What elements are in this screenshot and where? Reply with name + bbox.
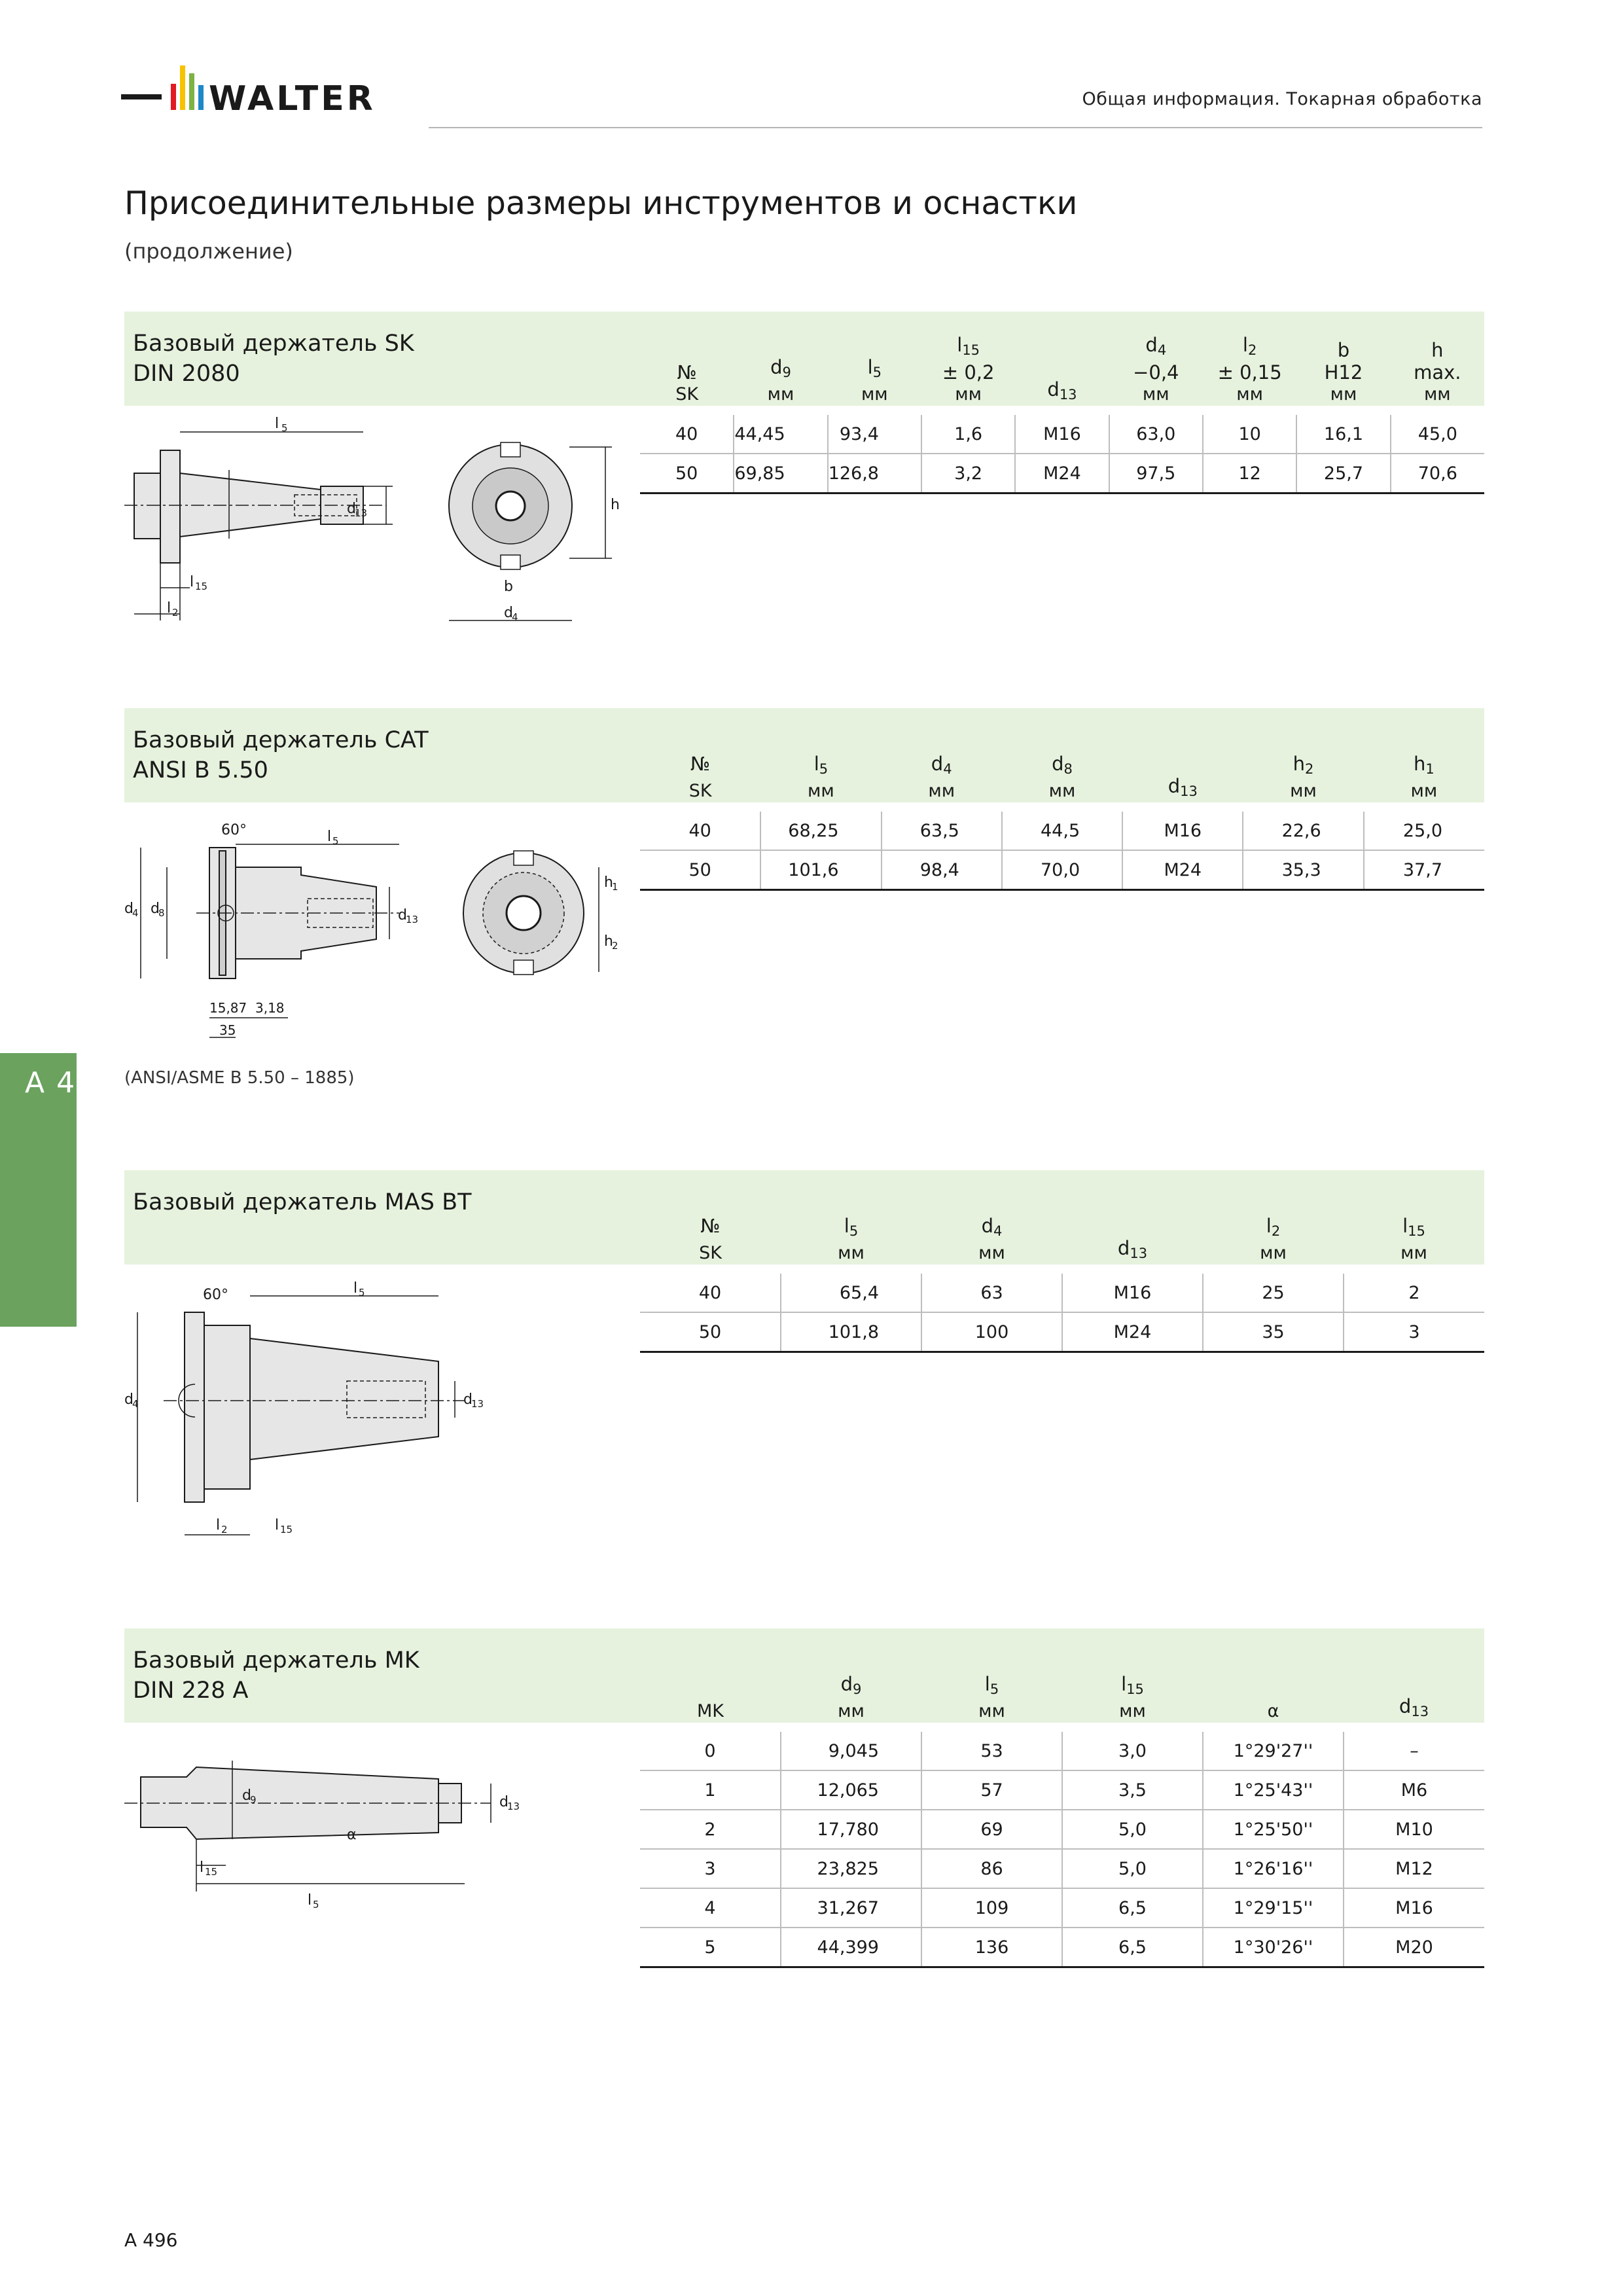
- logo-text: WALTER: [209, 79, 376, 118]
- table-cell: 86: [921, 1849, 1062, 1888]
- table-cell: 109: [921, 1888, 1062, 1928]
- section-mas-title: Базовый держатель MAS BT: [133, 1189, 472, 1215]
- col-header: $h_2$ мм: [1290, 753, 1317, 801]
- sk-front-view: [449, 442, 620, 623]
- table-cell: 35,3: [1243, 850, 1363, 890]
- svg-text:l: l: [308, 1892, 312, 1909]
- table-cell: 69,85: [734, 454, 827, 493]
- table-cell: 40: [640, 1274, 781, 1312]
- table-cell: 6,5: [1062, 1928, 1203, 1967]
- table-cell: 40: [640, 812, 760, 850]
- col-header: $d_8$ мм: [1048, 753, 1076, 801]
- table-cell: M16: [1122, 812, 1243, 850]
- table-cell: 4: [640, 1888, 781, 1928]
- table-cell: 1°30'26'': [1203, 1928, 1344, 1967]
- table-cell: M24: [1122, 850, 1243, 890]
- section-mk-title: Базовый держатель MK DIN 228 A: [133, 1647, 419, 1704]
- table-cell: M24: [1062, 1312, 1203, 1352]
- table-row: [640, 1312, 1484, 1352]
- svg-text:9: 9: [250, 1794, 257, 1806]
- svg-text:l: l: [327, 829, 332, 845]
- col-header: $d_9$ мм: [767, 356, 794, 404]
- table-row: [640, 1849, 1484, 1888]
- svg-text:h: h: [604, 874, 613, 891]
- section-mk-table: [640, 1628, 1484, 1968]
- table-row: [640, 1732, 1484, 1770]
- table-cell: 65,4: [781, 1274, 921, 1312]
- table-cell: M16: [1015, 415, 1109, 454]
- svg-text:5: 5: [281, 422, 288, 434]
- section-cat-table: [640, 708, 1484, 891]
- col-header: $h_1$ мм: [1410, 753, 1438, 801]
- svg-text:d: d: [242, 1787, 251, 1804]
- svg-text:15: 15: [205, 1866, 218, 1878]
- table-cell: 0: [640, 1732, 781, 1770]
- page-subtitle: (продолжение): [124, 239, 293, 264]
- svg-text:60°: 60°: [221, 822, 247, 838]
- table-cell: 50: [640, 850, 760, 890]
- cat-drawing: [124, 815, 635, 1050]
- svg-text:d: d: [499, 1794, 508, 1810]
- col-header: $d_4$ −0,4 мм: [1133, 334, 1179, 404]
- col-header: $l_{15}$ мм: [1400, 1215, 1427, 1263]
- col-header: № SK: [699, 1215, 722, 1263]
- table-row: [640, 1770, 1484, 1810]
- table-cell: 31,267: [781, 1888, 921, 1928]
- section-mas-table: [640, 1170, 1484, 1353]
- cat-table: [640, 708, 1484, 891]
- table-cell: M16: [1062, 1274, 1203, 1312]
- section-cat-title: Базовый держатель CAT ANSI B 5.50: [133, 727, 429, 783]
- svg-text:60°: 60°: [203, 1287, 228, 1303]
- svg-text:15: 15: [280, 1524, 293, 1535]
- table-cell: 101,8: [781, 1312, 921, 1352]
- svg-text:13: 13: [507, 1801, 520, 1812]
- svg-text:l: l: [275, 416, 279, 432]
- svg-text:l: l: [190, 574, 194, 590]
- table-cell: –: [1344, 1732, 1484, 1770]
- col-header: № SK: [688, 753, 712, 801]
- table-row: [640, 415, 1484, 454]
- svg-text:l: l: [353, 1280, 358, 1297]
- table-cell: M24: [1015, 454, 1109, 493]
- header-title: Общая информация. Токарная обработка: [1082, 89, 1482, 109]
- table-cell: 23,825: [781, 1849, 921, 1888]
- svg-text:5: 5: [313, 1899, 319, 1910]
- col-header: $d_9$ мм: [838, 1673, 865, 1721]
- sk-drawing: [124, 411, 635, 634]
- table-cell: 70,6: [1391, 454, 1484, 493]
- svg-text:13: 13: [406, 914, 419, 925]
- table-cell: 2: [1344, 1274, 1484, 1312]
- table-cell: 69: [921, 1810, 1062, 1849]
- svg-text:13: 13: [471, 1398, 484, 1410]
- svg-text:h: h: [604, 933, 613, 950]
- col-header: $l_5$ мм: [838, 1215, 865, 1263]
- svg-text:d: d: [504, 605, 513, 621]
- table-cell: 2: [640, 1810, 781, 1849]
- svg-text:b: b: [504, 579, 513, 595]
- table-cell: 5,0: [1062, 1849, 1203, 1888]
- col-header: h max. мм: [1414, 339, 1461, 404]
- svg-text:2: 2: [172, 607, 179, 619]
- table-cell: 1°29'15'': [1203, 1888, 1344, 1928]
- svg-text:α: α: [347, 1827, 357, 1843]
- table-row: [640, 812, 1484, 850]
- table-cell: 126,8: [828, 454, 921, 493]
- table-cell: 12: [1203, 454, 1296, 493]
- col-header: $l_5$ мм: [808, 753, 834, 801]
- svg-text:4: 4: [132, 1398, 139, 1410]
- table-row: [640, 1810, 1484, 1849]
- walter-logo: [121, 60, 409, 119]
- mk-drawing: [124, 1741, 635, 1911]
- section-sk-title: Базовый держатель SK DIN 2080: [133, 331, 414, 387]
- svg-text:13: 13: [355, 507, 368, 519]
- table-cell: 63,0: [1109, 415, 1203, 454]
- table-cell: 1°25'50'': [1203, 1810, 1344, 1849]
- table-cell: 97,5: [1109, 454, 1203, 493]
- table-row: [640, 454, 1484, 493]
- table-cell: M16: [1344, 1888, 1484, 1928]
- col-header: α: [1267, 1701, 1279, 1721]
- svg-text:15: 15: [195, 581, 208, 592]
- svg-text:8: 8: [158, 907, 165, 919]
- table-cell: 53: [921, 1732, 1062, 1770]
- col-header: $d_{13}$: [1168, 775, 1198, 799]
- table-cell: 50: [640, 1312, 781, 1352]
- table-cell: 22,6: [1243, 812, 1363, 850]
- table-cell: 57: [921, 1770, 1062, 1810]
- mas-drawing: [124, 1266, 635, 1548]
- svg-text:2: 2: [221, 1524, 228, 1535]
- table-cell: 10: [1203, 415, 1296, 454]
- section-sk-table: [640, 312, 1484, 494]
- svg-text:d: d: [463, 1391, 473, 1408]
- table-cell: 101,6: [760, 850, 881, 890]
- table-cell: 25,7: [1296, 454, 1390, 493]
- table-row: [640, 1928, 1484, 1967]
- table-cell: 1: [640, 1770, 781, 1810]
- table-cell: 3: [1344, 1312, 1484, 1352]
- page-title: Присоединительные размеры инструментов и оснастки: [124, 185, 1078, 222]
- page-number: A 496: [124, 2229, 178, 2251]
- svg-text:5: 5: [332, 835, 339, 847]
- svg-text:3,18: 3,18: [255, 1000, 285, 1016]
- table-cell: 1,6: [921, 415, 1015, 454]
- table-cell: 25,0: [1364, 812, 1484, 850]
- table-cell: 9,045: [781, 1732, 921, 1770]
- svg-text:d: d: [124, 1391, 134, 1408]
- table-cell: M10: [1344, 1810, 1484, 1849]
- table-cell: 93,4: [828, 415, 921, 454]
- table-cell: 3,0: [1062, 1732, 1203, 1770]
- header-rule: [429, 127, 1482, 128]
- table-cell: 16,1: [1296, 415, 1390, 454]
- table-cell: M6: [1344, 1770, 1484, 1810]
- table-cell: 12,065: [781, 1770, 921, 1810]
- table-cell: 45,0: [1391, 415, 1484, 454]
- svg-text:4: 4: [132, 907, 139, 919]
- table-cell: 100: [921, 1312, 1062, 1352]
- cat-front-view: [463, 851, 618, 975]
- col-header: $l_{15}$ ± 0,2 мм: [942, 334, 995, 404]
- svg-text:5: 5: [359, 1287, 365, 1299]
- sk-table: [640, 312, 1484, 494]
- table-cell: 44,399: [781, 1928, 921, 1967]
- col-header: $d_{13}$: [1399, 1695, 1429, 1719]
- table-cell: 98,4: [882, 850, 1002, 890]
- table-cell: 136: [921, 1928, 1062, 1967]
- svg-text:l: l: [167, 600, 171, 617]
- svg-text:2: 2: [612, 940, 618, 952]
- svg-text:4: 4: [512, 611, 518, 623]
- table-cell: 25: [1203, 1274, 1344, 1312]
- side-tab: [0, 1053, 77, 1327]
- table-cell: 70,0: [1002, 850, 1122, 890]
- svg-text:d: d: [151, 901, 160, 917]
- col-header: $d_{13}$: [1047, 378, 1077, 403]
- table-cell: 3,5: [1062, 1770, 1203, 1810]
- table-cell: 63: [921, 1274, 1062, 1312]
- table-cell: 1°29'27'': [1203, 1732, 1344, 1770]
- side-tab-label: A 4: [25, 1066, 77, 1100]
- col-header: MK: [696, 1701, 724, 1721]
- table-cell: 35: [1203, 1312, 1344, 1352]
- table-cell: 44,5: [1002, 812, 1122, 850]
- table-cell: 40: [640, 415, 734, 454]
- col-header: $l_5$ мм: [978, 1673, 1005, 1721]
- table-cell: 6,5: [1062, 1888, 1203, 1928]
- svg-text:15,87: 15,87: [209, 1000, 247, 1016]
- table-cell: 5,0: [1062, 1810, 1203, 1849]
- table-cell: 1°26'16'': [1203, 1849, 1344, 1888]
- table-cell: 37,7: [1364, 850, 1484, 890]
- table-row: [640, 1274, 1484, 1312]
- col-header: $d_4$ мм: [978, 1215, 1005, 1263]
- svg-text:l: l: [275, 1517, 279, 1534]
- svg-text:d: d: [347, 501, 356, 517]
- table-cell: 17,780: [781, 1810, 921, 1849]
- table-cell: 63,5: [882, 812, 1002, 850]
- table-cell: 1°25'43'': [1203, 1770, 1344, 1810]
- svg-text:d: d: [124, 901, 134, 917]
- table-row: [640, 1888, 1484, 1928]
- col-header: № SK: [675, 361, 699, 404]
- table-cell: 50: [640, 454, 734, 493]
- col-header: $l_5$ мм: [861, 356, 888, 404]
- svg-text:h: h: [611, 497, 620, 513]
- svg-text:l: l: [200, 1859, 204, 1876]
- svg-text:1: 1: [612, 881, 618, 893]
- col-header: $l_2$ ± 0,15 мм: [1217, 334, 1282, 404]
- mas-table: [640, 1170, 1484, 1353]
- svg-text:35: 35: [219, 1022, 236, 1038]
- col-header: $l_{15}$ мм: [1119, 1673, 1146, 1721]
- table-cell: 68,25: [760, 812, 881, 850]
- svg-text:d: d: [398, 907, 407, 924]
- col-header: $d_4$ мм: [928, 753, 955, 801]
- table-cell: 3,2: [921, 454, 1015, 493]
- col-header: $l_2$ мм: [1260, 1215, 1287, 1263]
- table-cell: 3: [640, 1849, 781, 1888]
- table-row: [640, 850, 1484, 890]
- mk-table: [640, 1628, 1484, 1968]
- col-header: b H12 мм: [1324, 339, 1363, 404]
- table-cell: 44,45: [734, 415, 827, 454]
- table-cell: M12: [1344, 1849, 1484, 1888]
- table-cell: 5: [640, 1928, 781, 1967]
- svg-text:l: l: [216, 1517, 221, 1534]
- cat-norm-note: (ANSI/ASME B 5.50 – 1885): [124, 1068, 355, 1088]
- table-cell: M20: [1344, 1928, 1484, 1967]
- col-header: $d_{13}$: [1117, 1237, 1148, 1261]
